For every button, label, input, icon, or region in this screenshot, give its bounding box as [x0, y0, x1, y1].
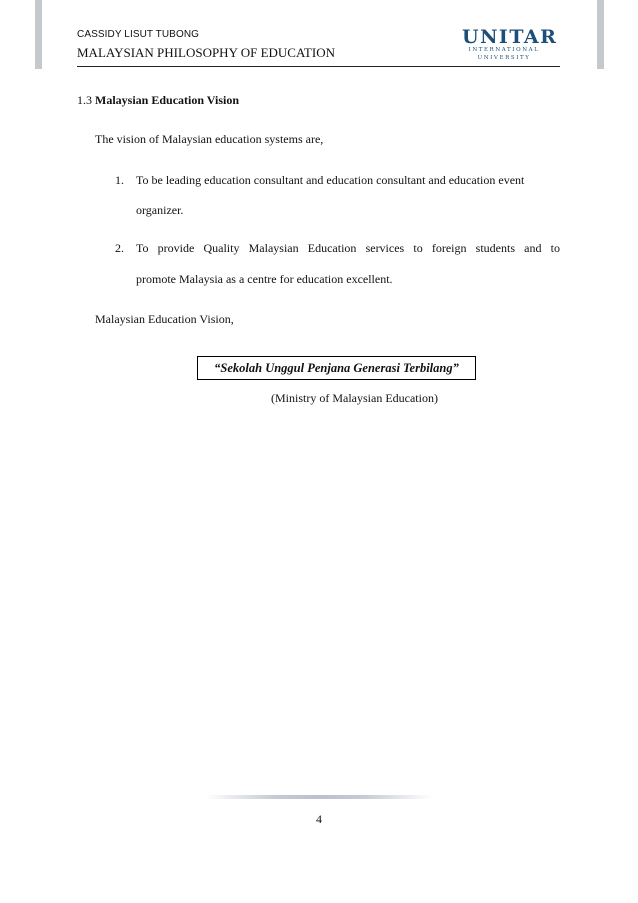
footer-divider — [205, 795, 433, 799]
intro-paragraph: The vision of Malaysian education systems are, — [95, 132, 324, 146]
citation: (Ministry of Malaysian Education) — [271, 391, 438, 405]
motto-box: “Sekolah Unggul Penjana Generasi Terbilang” — [197, 356, 476, 380]
logo-line-international: INTERNATIONAL — [468, 47, 540, 53]
list-item-number: 2. — [115, 241, 124, 255]
unitar-logo — [462, 26, 558, 64]
logo-line-university: UNIVERSITY — [477, 55, 531, 61]
header-subject: MALAYSIAN PHILOSOPHY OF EDUCATION — [77, 45, 335, 60]
section-number: 1.3 — [77, 93, 92, 107]
list-item-number: 1. — [115, 173, 124, 187]
logo-wordmark: UNITAR — [462, 26, 558, 48]
right-edge-bar — [597, 0, 604, 69]
section-title: Malaysian Education Vision — [95, 93, 240, 107]
section-heading — [77, 93, 239, 108]
page-number: 4 — [316, 812, 322, 826]
header-divider — [77, 66, 560, 67]
list-item-line: To be leading education consultant and education consultant and education event — [136, 173, 525, 187]
header-author: CASSIDY LISUT TUBONG — [77, 29, 200, 40]
list-item-line: To provide Quality Malaysian Education services to foreign students and to — [136, 241, 560, 255]
vision-label: Malaysian Education Vision, — [95, 312, 234, 326]
list-item-line: organizer. — [136, 203, 184, 217]
left-edge-bar — [35, 0, 42, 69]
list-item-line: promote Malaysia as a centre for education excellent. — [136, 272, 393, 286]
